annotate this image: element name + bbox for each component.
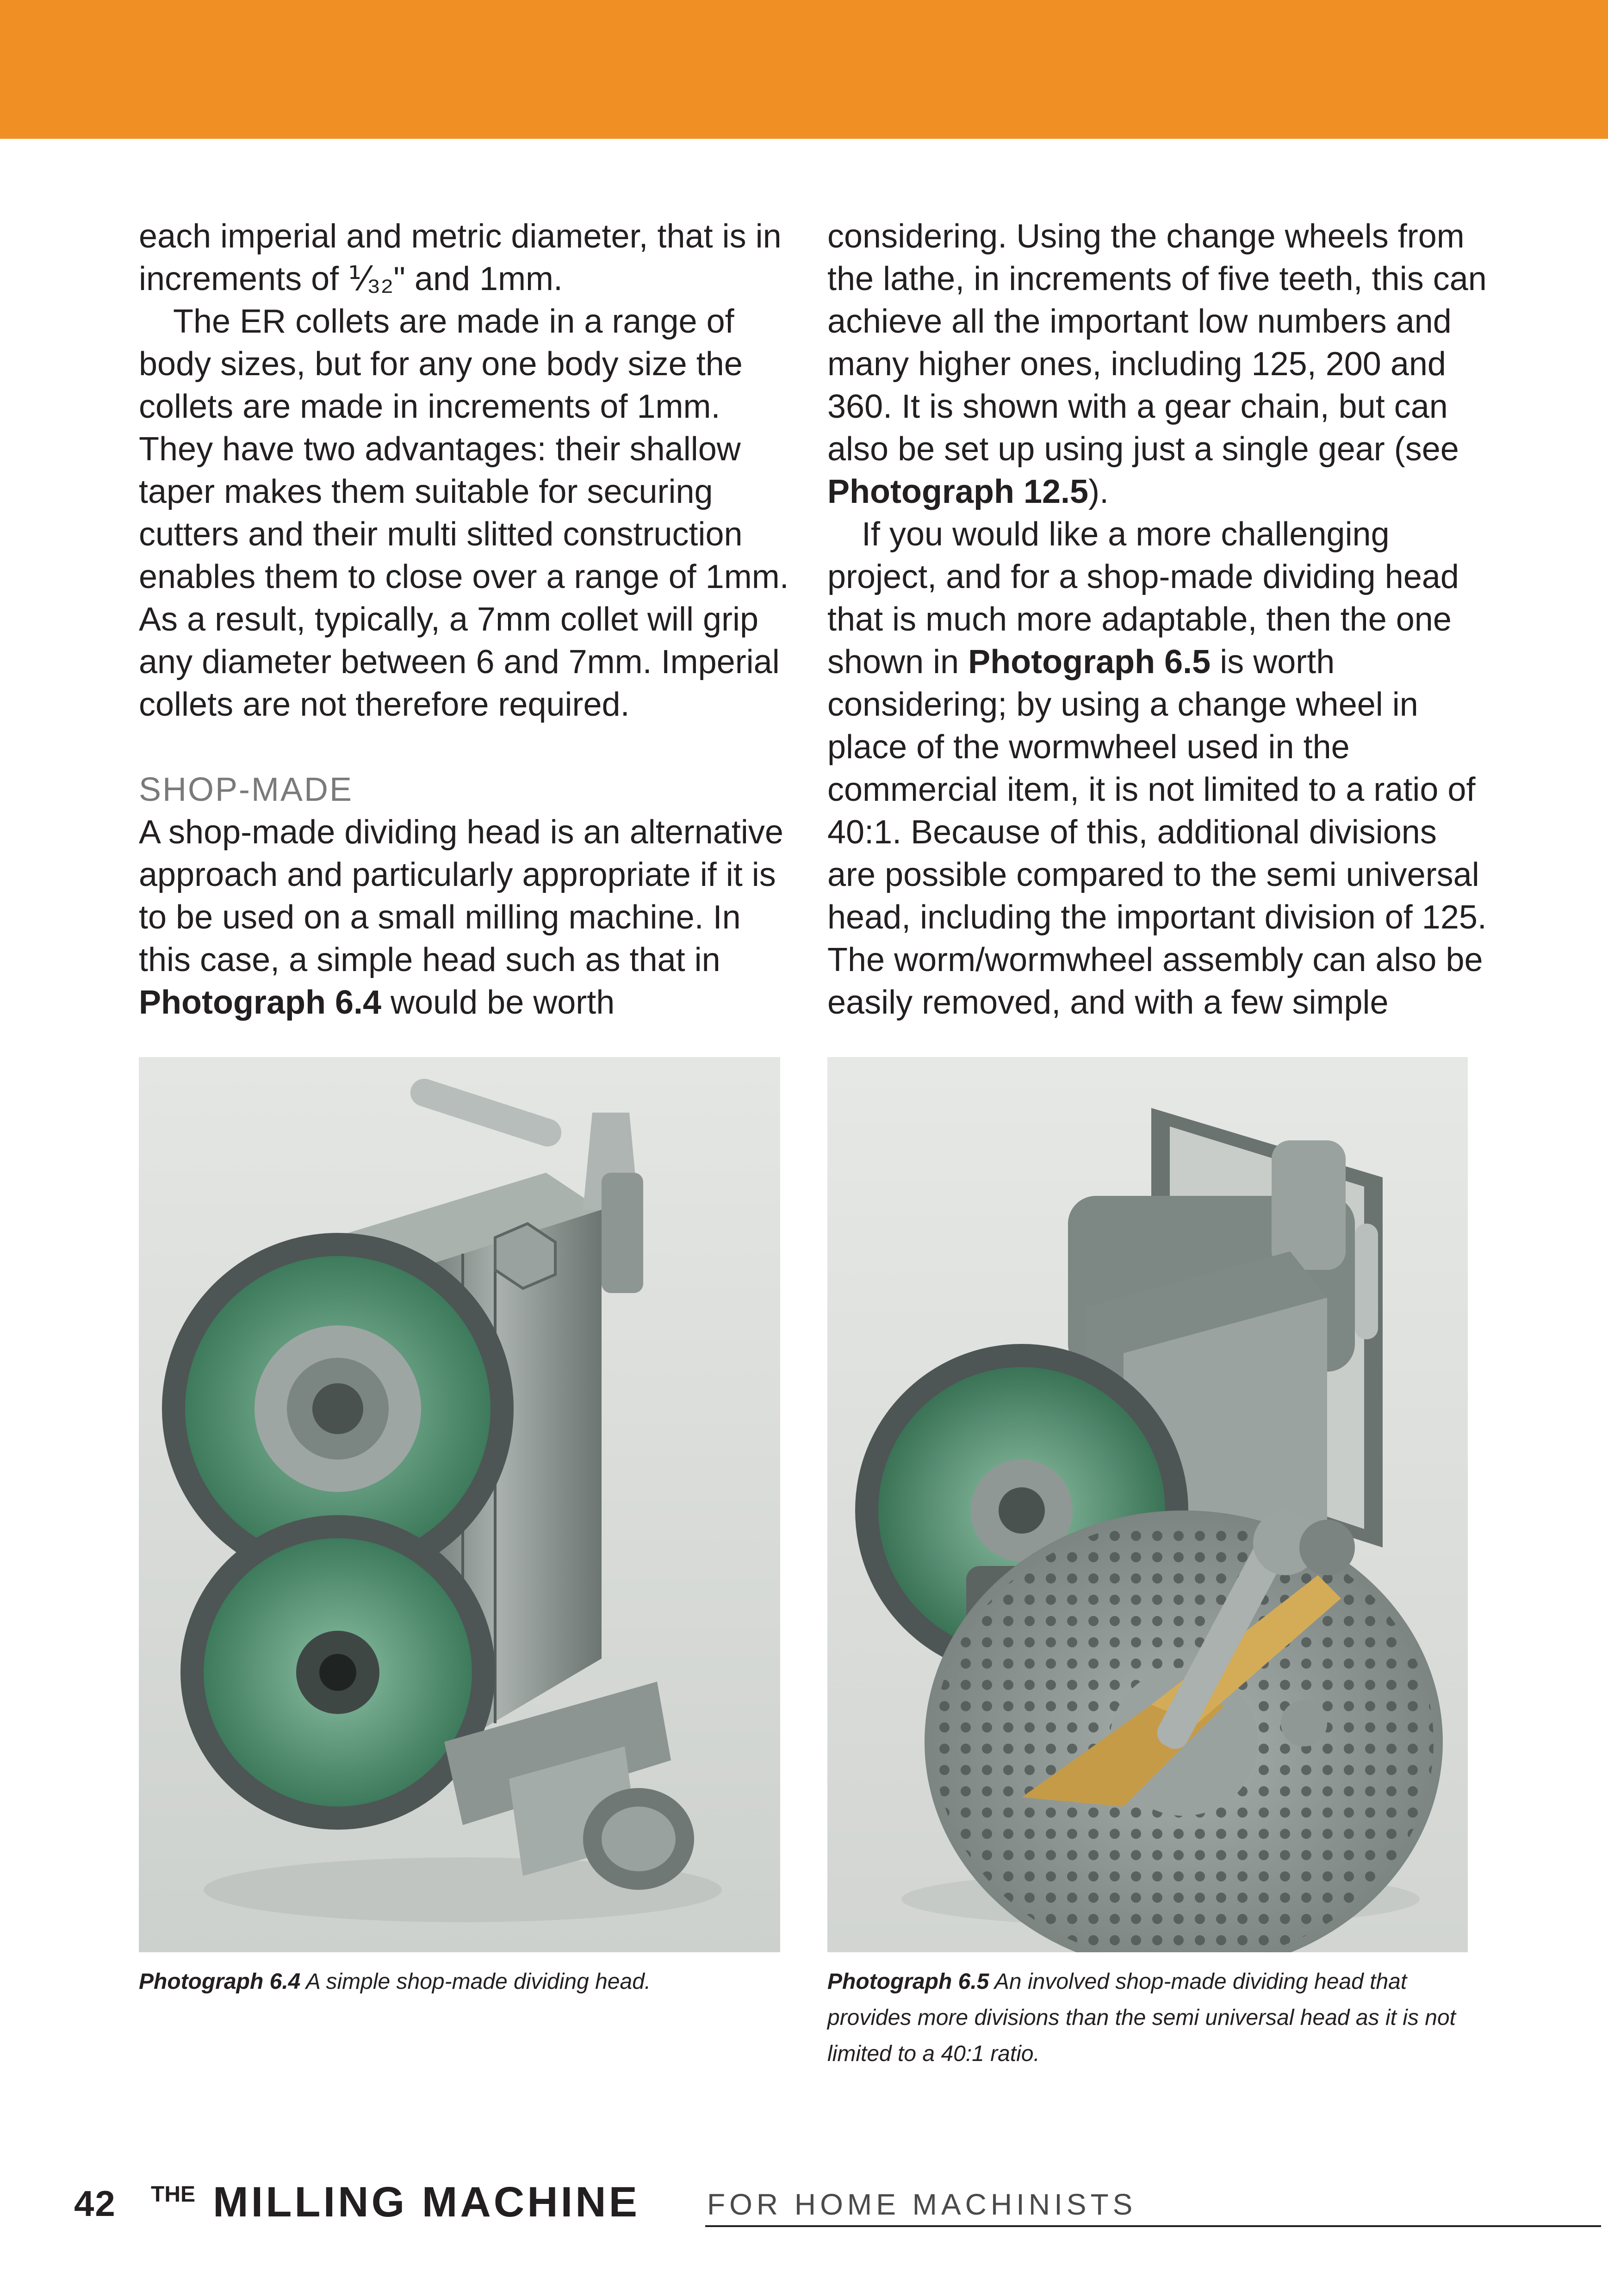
caption-photo-6-4	[139, 1964, 787, 2000]
left-paragraph-1: each imperial and metric diameter, that is in increments of ⅟₃₂" and 1mm.	[139, 218, 782, 297]
left-paragraph-3-tail: would be worth	[381, 984, 615, 1021]
caption-label-6-4: Photograph 6.4	[139, 1969, 301, 1994]
dividing-head-illustration-left	[139, 1057, 780, 1952]
right-paragraph-2	[827, 513, 1489, 1024]
book-title: MILLING MACHINE	[213, 2178, 640, 2226]
caption-photo-6-5	[827, 1964, 1484, 2072]
page-footer	[74, 2174, 1601, 2230]
photo-involved-dividing-head	[827, 1057, 1468, 1952]
left-paragraph-2: The ER collets are made in a range of body sizes, but for any one body size the collets are made in increments of 1mm. They have two advantages: their shallow taper makes them suitable for securing cutters and their multi slitted construction enables them to close over a range of 1mm. As a result, typically, a 7mm collet will grip any diameter between 6 and 7mm. Imperial collets are not therefore required.	[139, 303, 789, 723]
photo-simple-dividing-head	[139, 1057, 780, 1952]
dividing-head-illustration-right	[827, 1057, 1468, 1952]
right-paragraph-2-tail: is worth considering; by using a change wheel in place of the wormwheel used in the commercial item, it is not limited to a ratio of 40:1. Because of this, additional divisions are possible compared to the semi universal head, including the important division of 125. The worm/wormwheel assembly can also be easily removed, and with a few simple	[827, 644, 1487, 1021]
right-paragraph-1	[827, 215, 1489, 513]
caption-text-6-4: A simple shop-made dividing head.	[300, 1969, 651, 1994]
right-paragraph-1-tail: ).	[1088, 473, 1109, 510]
photo-6-5-reference: Photograph 6.5	[968, 644, 1211, 681]
book-title-the: THE	[151, 2182, 195, 2207]
right-paragraph-2-text: If you would like a more challenging project, and for a shop-made dividing head that is much more adaptable, then the one shown in	[827, 516, 1459, 681]
section-heading-shop-made: SHOP-MADE	[139, 771, 354, 808]
photo-6-4-reference: Photograph 6.4	[139, 984, 382, 1021]
right-text-column	[827, 215, 1489, 1024]
left-paragraph-3	[139, 811, 801, 1024]
photo-12-5-reference: Photograph 12.5	[827, 473, 1089, 510]
footer-rule	[705, 2225, 1601, 2227]
page-number: 42	[74, 2183, 116, 2224]
left-paragraph-3-text: A shop-made dividing head is an alternative approach and particularly appropriate if it is to be used on a small milling machine. In this case, a simple head such as that in	[139, 814, 783, 978]
caption-label-6-5: Photograph 6.5	[827, 1969, 989, 1994]
right-paragraph-1-text: considering. Using the change wheels from the lathe, in increments of five teeth, this can achieve all the important low numbers and many higher ones, including 125, 200 and 360. It is shown with a gear chain, but can also be set up using just a single gear (see	[827, 218, 1487, 468]
orange-header-band	[0, 0, 1608, 139]
book-subtitle: FOR HOME MACHINISTS	[707, 2188, 1137, 2221]
caption-text-6-5: An involved shop-made dividing head that provides more divisions than the semi universal head as it is not limited to a 40:1 ratio.	[827, 1969, 1456, 2066]
left-text-column	[139, 215, 801, 1024]
